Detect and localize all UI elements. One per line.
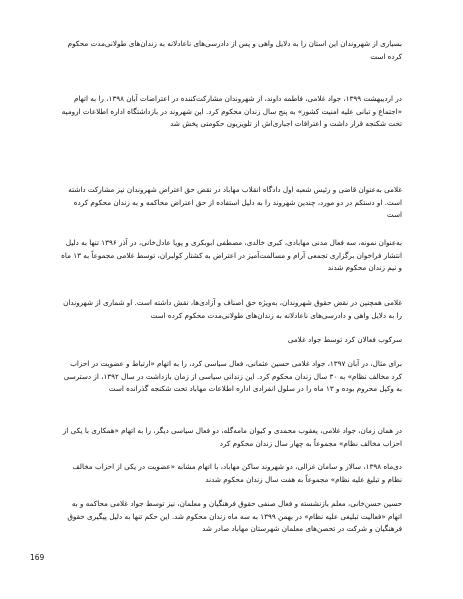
paragraph-3: غلامی به‌عنوان قاضی و رئیس شعبه اول دادگاه انقلاب مهاباد در نقض حق اعتراض شهروندان نیز مشارکت داشته است. او دستکم در دو مورد، چندین شهروند را به دلیل استفاده از حق اعتراض محاکمه و به زندان محکوم کرده است (68, 185, 402, 219)
page-number: 169 (30, 553, 45, 562)
paragraph-6: برای مثال، در آبان ۱۳۹۷، جواد غلامی حسین عثمانی، فعال سیاسی کرد، را به اتهام «ارتباط و عضویت در احزاب کرد مخالف نظام» به ۳۰ سال زندان محکوم کرد. این زندانی سیاسی از زمان بازداشت در سال ۱۳۹۲، از دسترسی به وکیل محروم بوده و ۱۳ ماه را در سلول انفرادی اداره اطلاعات مهاباد تحت شکنجه گذرانده است (63, 359, 402, 393)
paragraph-7: در همان زمان، جواد غلامی، یعقوب محمدی و کیوان مامه‌گله، دو فعال سیاسی دیگر، را به اتهام «همکاری با یکی از احزاب مخالف نظام» مجموعاً به چهار سال زندان محکوم کرد (62, 426, 402, 448)
paragraph-9: حسین حسن‌خانی، معلم بازنشسته و فعال صنفی حقوق فرهنگیان و معلمان، نیز توسط جواد غلامی محاکمه و به اتهام «فعالیت تبلیغی علیه نظام» در بهمن ۱۳۹۹ به سه ماه زندان محکوم شد. این حکم تنها به دلیل پیگیری حقوق فرهنگیان و شرکت در تحصن‌های معلمان شهرستان مهاباد صادر شد (67, 499, 402, 533)
paragraph-4: به‌عنوان نمونه، سه فعال مدنی مهابادی، کبری خالدی، مصطفی ابوبکری و پویا عادل‌خانی، در آذر ۱۳۹۶ تنها به دلیل انتشار فراخوان برگزاری تجمعی آرام و مسالمت‌آمیز در اعتراض به کشتار کولبران، توسط غلامی مجموعاً به ۱۳ ماه و نیم زندان محکوم شدند (61, 238, 402, 272)
paragraph-8: دی‌ماه ۱۳۹۸، سالار و سامان غزالی، دو شهروند ساکن مهاباد، با اتهام مشابه «عضویت در یکی از احزاب مخالف نظام و تبلیغ علیه نظام» مجموعاً به هفت سال زندان محکوم شدند (72, 462, 402, 484)
section-heading: سرکوب فعالان کرد توسط جواد غلامی (287, 335, 402, 344)
paragraph-2: در اردیبهشت ۱۳۹۹، جواد غلامی، فاطمه داوند، از شهروندان مشارکت‌کننده در اعتراضات آبان ۱۳۹۸، را به اتهام «اجتماع و تبانی علیه امنیت کشور» به پنج سال زندان محکوم کرد. این شهروند در بازداشتگاه اداره اطلاعات ارومیه تحت شکنجه قرار داشت و اعترافات اجباری‌اش از تلویزیون حکومتی پخش شد (61, 94, 402, 128)
paragraph-5: غلامی همچنین در نقض حقوق شهروندان، به‌ویژه حق اصناف و آزادی‌ها، نقش داشته است. او شماری از شهروندان را به دلایل واهی و دادرسی‌های ناعادلانه به زندان‌های طولانی‌مدت محکوم کرده است (63, 298, 402, 320)
paragraph-1: بسیاری از شهروندان این استان را به دلایل واهی و پس از دادرسی‌های ناعادلانه به زندان‌های طولانی‌مدت محکوم کرده است (67, 39, 402, 61)
